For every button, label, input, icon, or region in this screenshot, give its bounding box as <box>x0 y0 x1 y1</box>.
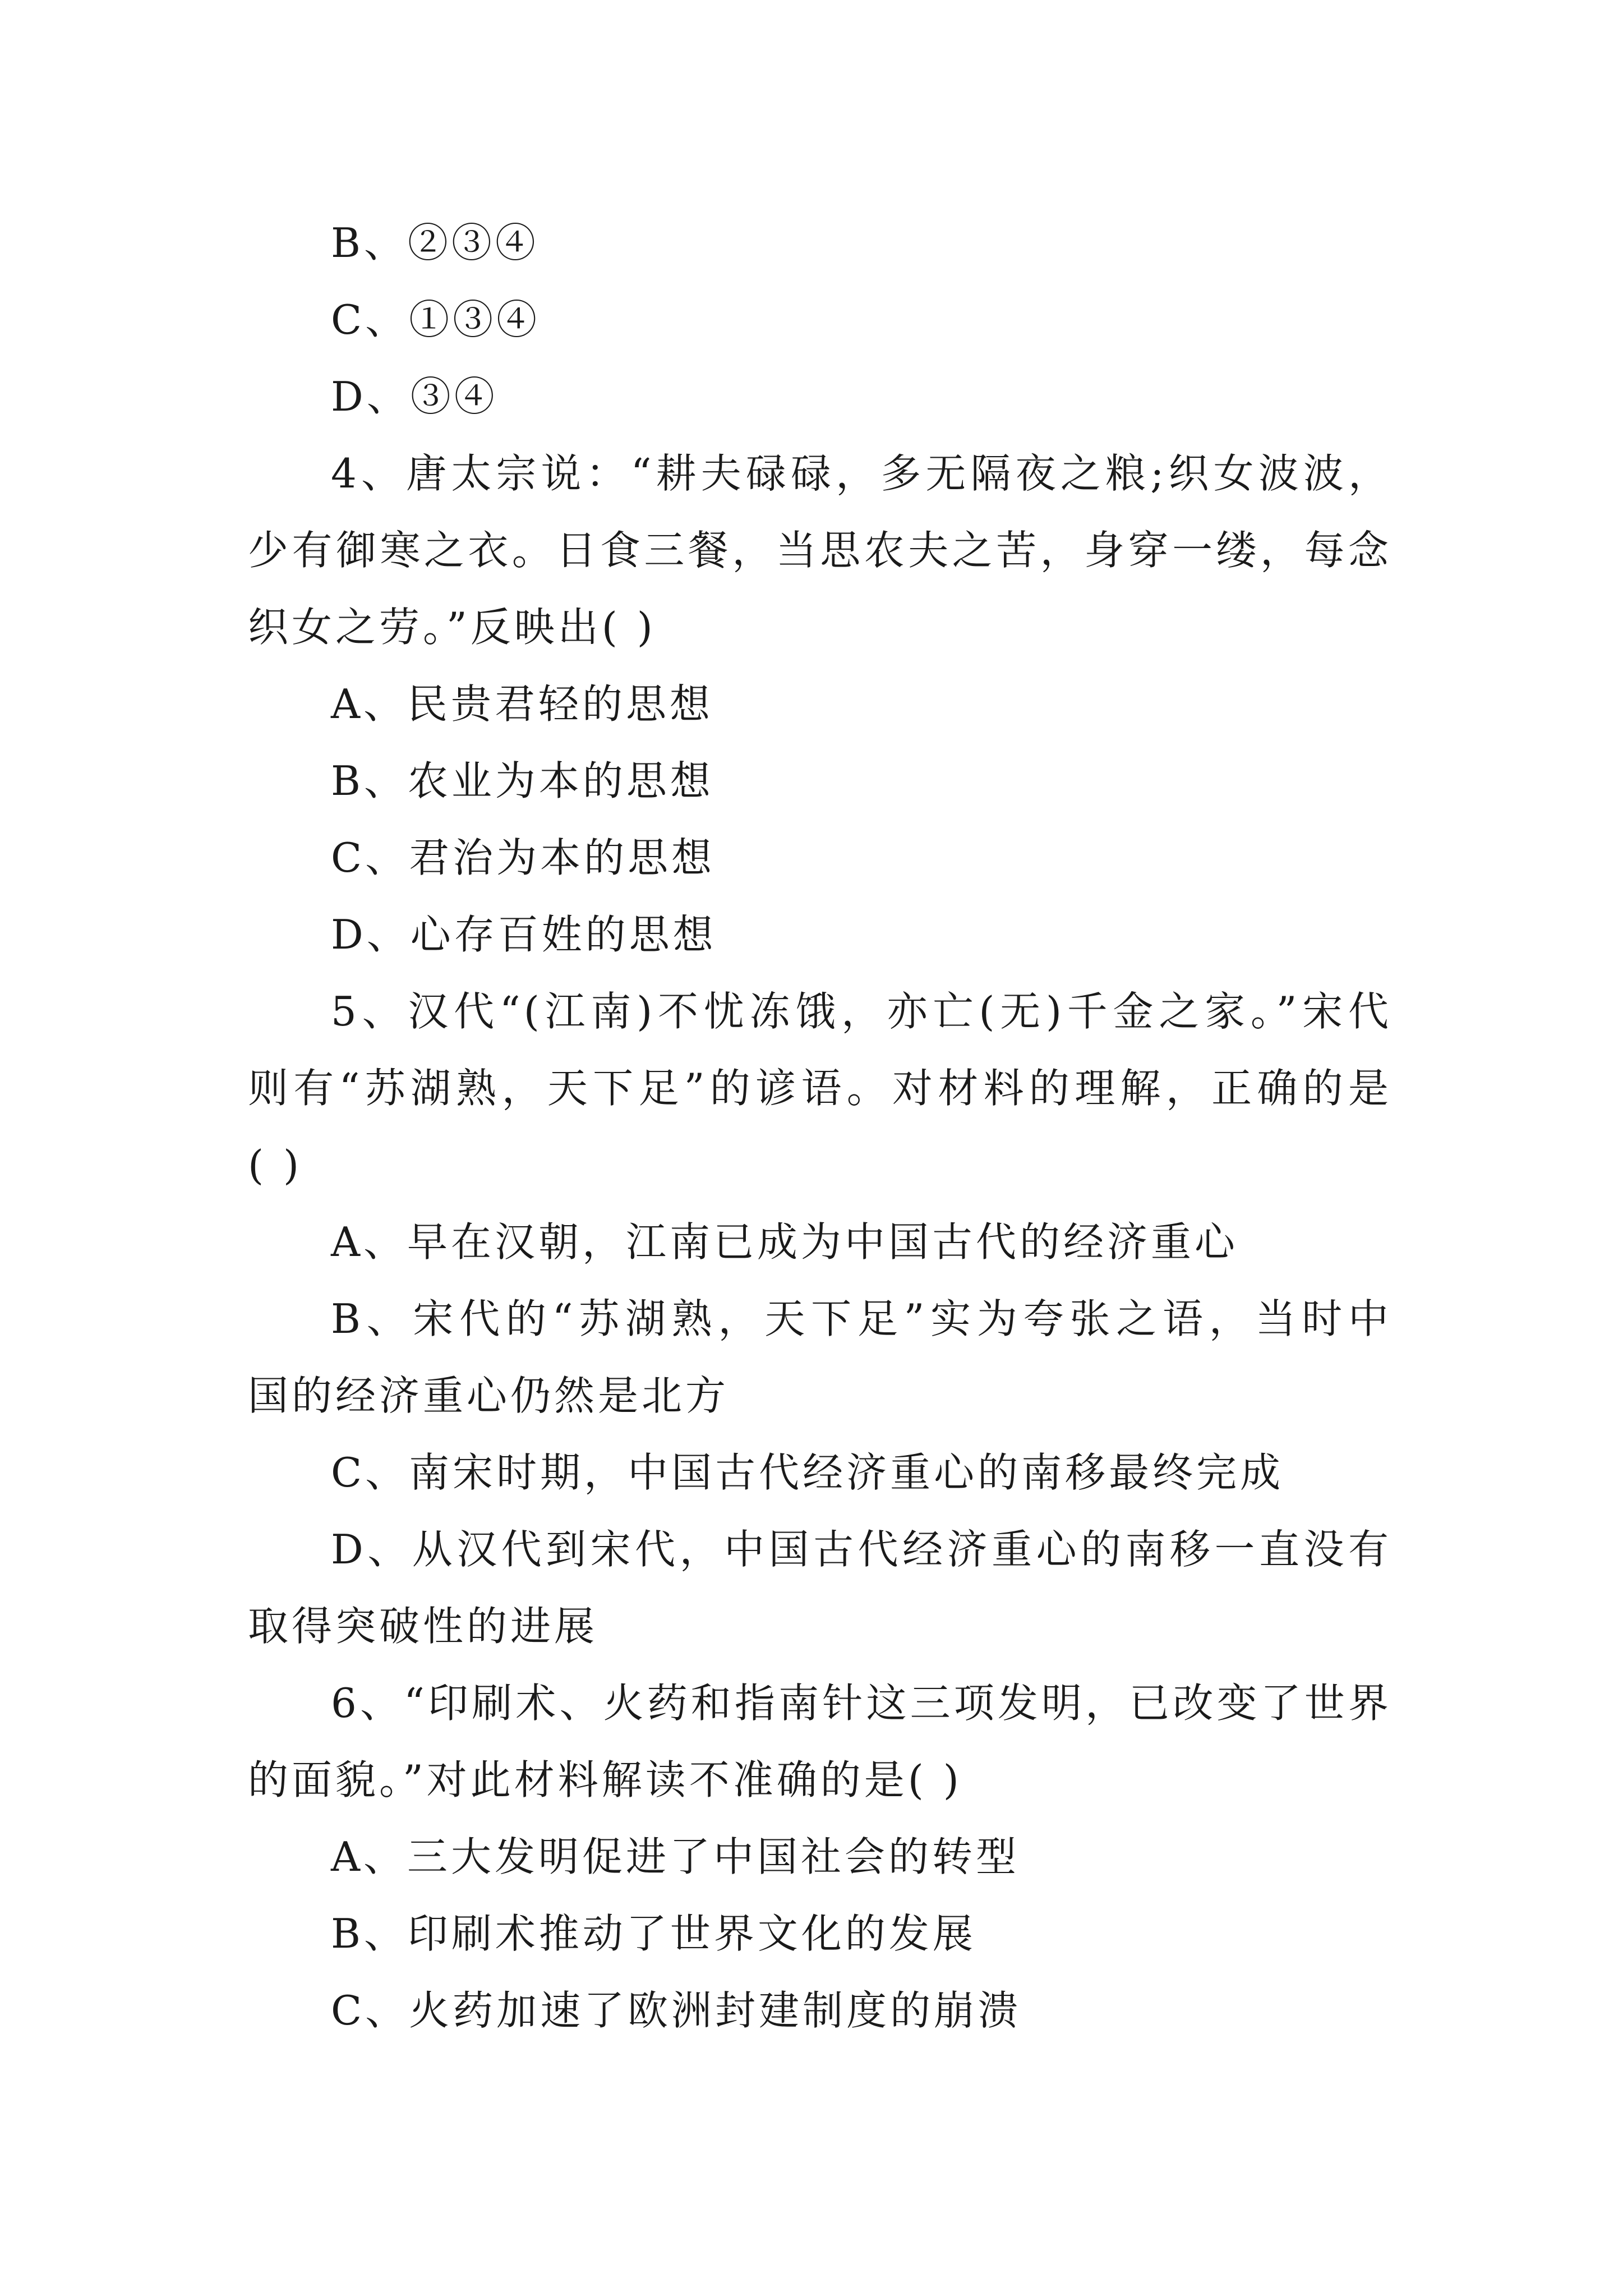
text-line: C、①③④ <box>331 296 541 343</box>
text-line: A、三大发明促进了中国社会的转型 <box>331 1833 1020 1880</box>
text-line: D、从汉代到宋代，中国古代经济重心的南移一直没有 <box>331 1526 1392 1573</box>
text-line: 4、唐太宗说：“耕夫碌碌，多无隔夜之粮;织女波波， <box>331 450 1392 497</box>
answer-option <box>248 1972 1392 2049</box>
text-line: 6、“印刷术、火药和指南针这三项发明，已改变了世界 <box>331 1680 1392 1727</box>
text-line: C、君治为本的思想 <box>331 834 716 881</box>
text-line: 少有御寒之衣。日食三餐，当思农夫之苦，身穿一缕，每念 <box>248 527 1392 574</box>
text-line: B、印刷术推动了世界文化的发展 <box>331 1910 976 1957</box>
text-line: C、南宋时期，中国古代经济重心的南移最终完成 <box>331 1449 1284 1496</box>
text-line: B、农业为本的思想 <box>331 757 714 804</box>
answer-option <box>248 666 1392 743</box>
answer-option <box>248 1895 1392 1972</box>
answer-option <box>248 205 1392 282</box>
answer-option <box>248 820 1392 896</box>
answer-option <box>248 1281 1392 1434</box>
answer-option <box>248 358 1392 435</box>
answer-option <box>248 1204 1392 1281</box>
answer-option <box>248 1434 1392 1511</box>
text-line: ( ) <box>248 1142 303 1189</box>
document-body <box>248 205 1392 2049</box>
answer-option <box>248 743 1392 820</box>
answer-option <box>248 1819 1392 1895</box>
text-line: D、③④ <box>331 373 498 420</box>
text-line: B、②③④ <box>331 219 539 266</box>
text-line: 则有“苏湖熟，天下足”的谚语。对材料的理解，正确的是 <box>248 1065 1392 1112</box>
answer-option <box>248 282 1392 358</box>
text-line: D、心存百姓的思想 <box>331 911 717 958</box>
text-line: 的面貌。”对此材料解读不准确的是( ) <box>248 1756 962 1803</box>
text-line: B、宋代的“苏湖熟，天下足”实为夸张之语，当时中 <box>331 1295 1392 1342</box>
text-line: 织女之劳。”反映出( ) <box>248 604 656 651</box>
answer-option <box>248 896 1392 973</box>
text-line: 取得突破性的进展 <box>248 1603 598 1650</box>
question-stem <box>248 435 1392 666</box>
text-line: C、火药加速了欧洲封建制度的崩溃 <box>331 1987 1022 2034</box>
question-stem <box>248 973 1392 1204</box>
text-line: A、民贵君轻的思想 <box>331 680 713 728</box>
question-stem <box>248 1665 1392 1819</box>
text-line: 5、汉代“(江南)不忧冻饿，亦亡(无)千金之家。”宋代 <box>331 988 1392 1035</box>
text-line: 国的经济重心仍然是北方 <box>248 1372 730 1419</box>
text-line: A、早在汉朝，江南已成为中国古代的经济重心 <box>331 1218 1238 1266</box>
answer-option <box>248 1511 1392 1665</box>
